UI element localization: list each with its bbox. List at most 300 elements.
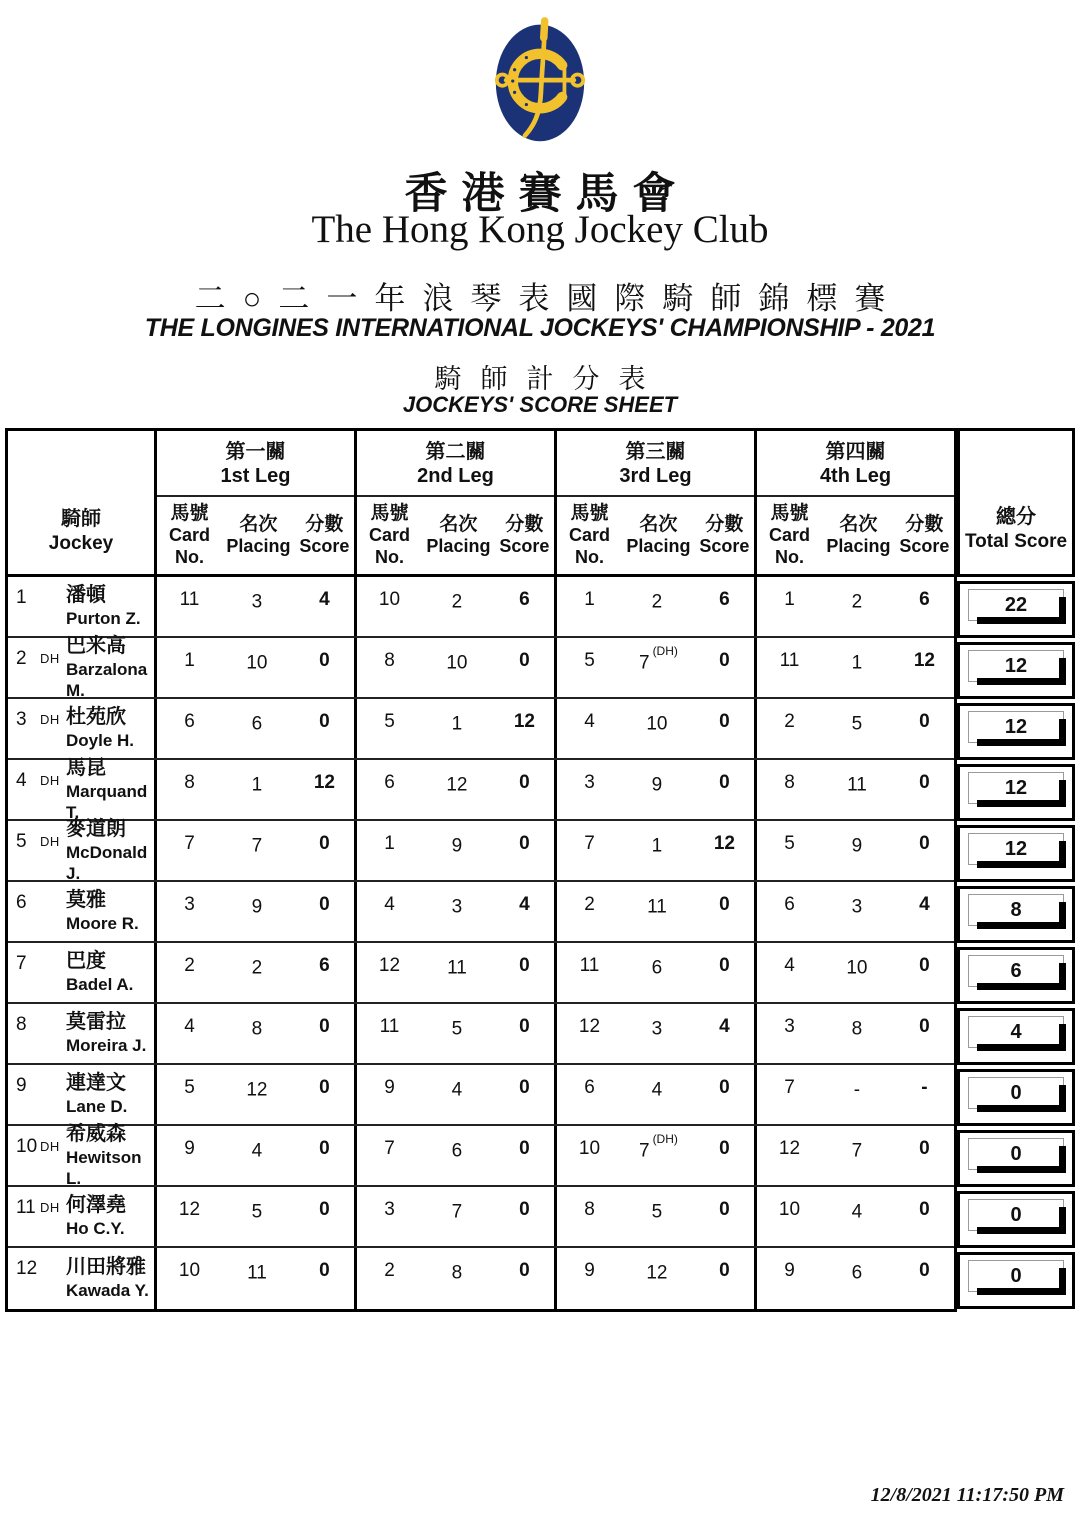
card-no-value: 6 <box>584 1077 595 1098</box>
score-value: 0 <box>519 955 530 976</box>
placing-value: - <box>853 1079 861 1101</box>
leg4-cells <box>757 821 954 880</box>
jockey-cell <box>8 1187 157 1246</box>
card-no-value: 1 <box>784 589 795 610</box>
total-score-cell <box>957 1128 1075 1189</box>
jockey-name-zh: 巴米高 <box>66 634 126 657</box>
placing-value: 10 <box>646 713 668 735</box>
score-value: 0 <box>319 1077 330 1098</box>
placing-value: 4 <box>251 1140 263 1162</box>
event-title-zh: 二○二一年浪琴表國際騎師錦標賽 <box>194 281 903 316</box>
score-value: 0 <box>519 1077 530 1098</box>
total-header-en: Total Score <box>964 531 1068 553</box>
dead-heat-flag <box>40 1004 66 1063</box>
placing-value: 8 <box>451 1262 463 1284</box>
score-value: 4 <box>319 589 330 610</box>
leg-header-group <box>357 431 557 574</box>
placing-value: 1 <box>851 652 863 674</box>
total-score-cell <box>957 1006 1075 1067</box>
leg1-cells <box>157 699 357 758</box>
total-score-box <box>968 894 1064 926</box>
placing-value: 7$^{(DH)}$ <box>638 1132 678 1162</box>
rank-number: 11 <box>16 1197 36 1218</box>
jockey-cell <box>8 756 157 822</box>
total-score-frame <box>957 1008 1075 1065</box>
card-no-value: 12 <box>578 1016 601 1037</box>
jockey-cell <box>8 699 157 758</box>
placing-value: 9 <box>851 835 863 857</box>
jockey-name-zh: 連達文 <box>66 1072 126 1095</box>
placing-value: 5 <box>651 1201 663 1223</box>
score-table-main <box>5 428 957 1312</box>
score-value: 0 <box>319 711 330 732</box>
score-value: 0 <box>519 772 530 793</box>
total-score-value: 8 <box>1010 898 1022 921</box>
placing-value: 6 <box>451 1140 463 1162</box>
jockey-row <box>8 1187 954 1248</box>
card-no-value: 8 <box>184 772 195 793</box>
leg4-cells <box>757 1248 954 1309</box>
total-score-column <box>957 428 1075 1312</box>
score-value: 0 <box>519 833 530 854</box>
jockey-name-zh: 川田將雅 <box>66 1256 146 1279</box>
leg1-cells <box>157 943 357 1002</box>
total-score-frame <box>957 1130 1075 1187</box>
leg3-cells <box>557 821 757 880</box>
card-no-header: 馬號 Card No. <box>768 502 810 568</box>
leg2-cells <box>357 1065 557 1124</box>
leg-subheaders <box>557 497 754 574</box>
leg1-cells <box>157 1187 357 1246</box>
card-no-value: 4 <box>584 711 595 732</box>
score-value: 0 <box>319 650 330 671</box>
total-score-box <box>968 1138 1064 1170</box>
dead-heat-flag <box>40 943 66 1002</box>
score-value: 0 <box>719 1260 730 1281</box>
placing-value: 2 <box>651 591 663 613</box>
rank-number: 6 <box>16 892 27 913</box>
placing-header: 名次 Placing <box>626 513 691 557</box>
leg2-cells <box>357 699 557 758</box>
placing-value: 6 <box>251 713 263 735</box>
score-value: 0 <box>719 894 730 915</box>
card-no-value: 1 <box>584 589 595 610</box>
card-no-header: 馬號 Card No. <box>168 502 210 568</box>
rank-number: 1 <box>16 587 27 608</box>
card-no-header: 馬號 Card No. <box>368 502 410 568</box>
card-no-value: 5 <box>384 711 395 732</box>
leg2-cells <box>357 943 557 1002</box>
score-value: 4 <box>519 894 530 915</box>
card-no-value: 7 <box>384 1138 395 1159</box>
print-timestamp: 12/8/2021 11:17:50 PM <box>870 1484 1064 1506</box>
total-score-value: 6 <box>1010 959 1022 982</box>
placing-value: 3 <box>251 591 263 613</box>
jockey-name-en: Barzalona M. <box>66 659 148 700</box>
card-no-value: 12 <box>778 1138 801 1159</box>
card-no-value: 3 <box>584 772 595 793</box>
placing-value: 5 <box>251 1201 263 1223</box>
jockey-name-zh: 莫雷拉 <box>66 1011 126 1034</box>
leg3-cells <box>557 699 757 758</box>
club-name-en: The Hong Kong Jockey Club <box>311 208 769 251</box>
leg-subheaders <box>157 497 354 574</box>
jockey-row <box>8 1248 954 1309</box>
placing-value: 5 <box>451 1018 463 1040</box>
jockey-row <box>8 1004 954 1065</box>
score-value: 0 <box>319 1016 330 1037</box>
leg1-cells <box>157 760 357 819</box>
dead-heat-flag: DH <box>40 773 60 788</box>
rank-number: 5 <box>16 831 27 852</box>
jockey-name-zh: 莫雅 <box>66 889 106 912</box>
placing-value: 4 <box>451 1079 463 1101</box>
total-score-value: 0 <box>1010 1203 1022 1226</box>
placing-value: 12 <box>646 1262 668 1284</box>
leg3-cells <box>557 1187 757 1246</box>
jockey-cell <box>8 817 157 883</box>
leg-headers <box>157 431 954 574</box>
total-score-cell <box>957 762 1075 823</box>
total-score-frame <box>957 703 1075 760</box>
total-score-frame <box>957 1069 1075 1126</box>
jockey-name-en: Hewitson L. <box>66 1147 142 1188</box>
total-score-box <box>968 1199 1064 1231</box>
leg-title-en: 4th Leg <box>819 465 892 487</box>
card-no-value: 3 <box>384 1199 395 1220</box>
total-score-value: 0 <box>1010 1081 1022 1104</box>
jockey-cell <box>8 882 157 941</box>
jockey-name <box>66 1122 154 1188</box>
jockey-name-zh: 杜苑欣 <box>66 706 126 729</box>
placing-value: 6 <box>851 1262 863 1284</box>
card-no-value: 11 <box>179 589 200 610</box>
total-score-frame <box>957 1252 1075 1309</box>
card-no-value: 7 <box>584 833 595 854</box>
card-no-value: 4 <box>184 1016 195 1037</box>
leg-title-zh: 第三關 <box>625 441 686 464</box>
total-score-value: 22 <box>1004 593 1028 616</box>
placing-value: 9 <box>251 896 263 918</box>
leg-title <box>157 431 354 497</box>
total-score-header <box>957 428 1075 577</box>
score-value: 0 <box>319 1199 330 1220</box>
leg1-cells <box>157 1248 357 1309</box>
table-header <box>8 431 954 577</box>
jockey-header-zh: 騎師 <box>61 508 101 531</box>
score-value: 0 <box>919 1199 930 1220</box>
card-no-value: 9 <box>184 1138 195 1159</box>
placing-value: 3 <box>851 896 863 918</box>
leg-title <box>757 431 954 497</box>
total-score-frame <box>957 947 1075 1004</box>
total-score-box <box>968 589 1064 621</box>
placing-value: 3 <box>451 896 463 918</box>
leg3-cells <box>557 943 757 1002</box>
total-score-cell <box>957 640 1075 701</box>
score-value: 0 <box>719 1199 730 1220</box>
placing-value: 11 <box>847 774 867 796</box>
placing-value: 7$^{(DH)}$ <box>638 644 678 674</box>
score-value: 0 <box>919 955 930 976</box>
leg2-cells <box>357 1187 557 1246</box>
placing-value: 7 <box>851 1140 863 1162</box>
leg2-cells <box>357 638 557 697</box>
card-no-value: 2 <box>384 1260 395 1281</box>
card-no-value: 2 <box>184 955 195 976</box>
card-no-value: 10 <box>578 1138 601 1159</box>
leg2-cells <box>357 1004 557 1063</box>
jockey-column-header <box>8 431 157 574</box>
leg-subheaders <box>757 497 954 574</box>
dead-heat-flag <box>40 1248 66 1309</box>
placing-value: 8 <box>851 1018 863 1040</box>
card-no-header: 馬號 Card No. <box>568 502 610 568</box>
placing-value: 10 <box>446 652 468 674</box>
leg-title-en: 3rd Leg <box>619 465 692 487</box>
jockey-name-en: McDonald J. <box>66 842 148 883</box>
total-score-cell <box>957 1189 1075 1250</box>
leg-title <box>557 431 754 497</box>
jockey-row <box>8 817 954 883</box>
score-value: 12 <box>313 772 335 793</box>
placing-header: 名次 Placing <box>226 513 291 557</box>
leg4-cells <box>757 760 954 819</box>
leg3-cells <box>557 1004 757 1063</box>
score-header: 分數 Score <box>299 513 350 557</box>
dead-heat-flag <box>40 882 66 941</box>
jockey-header-en: Jockey <box>48 533 114 555</box>
card-no-value: 6 <box>784 894 795 915</box>
leg3-cells <box>557 1248 757 1309</box>
card-no-value: 11 <box>579 955 600 976</box>
hkjc-logo-icon <box>493 8 587 156</box>
leg1-cells <box>157 1126 357 1185</box>
score-value: 0 <box>719 1138 730 1159</box>
score-value: 0 <box>319 1138 330 1159</box>
leg3-cells <box>557 638 757 697</box>
placing-header: 名次 Placing <box>826 513 891 557</box>
jockey-name-en: Moreira J. <box>66 1036 147 1056</box>
jockey-row <box>8 634 954 700</box>
club-name-zh: 香港賽馬會 <box>404 171 690 218</box>
leg2-cells <box>357 821 557 880</box>
leg2-cells <box>357 577 557 636</box>
score-value: 0 <box>919 1260 930 1281</box>
jockey-name <box>66 699 154 758</box>
jockey-name <box>66 817 154 883</box>
placing-value: 12 <box>446 774 468 796</box>
leg-title-en: 2nd Leg <box>417 465 494 487</box>
card-no-value: 11 <box>379 1016 400 1037</box>
leg4-cells <box>757 1065 954 1124</box>
placing-value: 3 <box>651 1018 663 1040</box>
total-score-value: 0 <box>1010 1264 1022 1287</box>
score-value: 0 <box>919 1016 930 1037</box>
score-value: 0 <box>719 772 730 793</box>
placing-value: 4 <box>651 1079 663 1101</box>
placing-value: 7 <box>251 835 263 857</box>
leg1-cells <box>157 821 357 880</box>
rank-number: 2 <box>16 648 27 669</box>
leg4-cells <box>757 638 954 697</box>
placing-value: 10 <box>846 957 868 979</box>
jockey-name-en: Kawada Y. <box>66 1281 149 1301</box>
rank-number: 8 <box>16 1014 27 1035</box>
card-no-value: 12 <box>178 1199 201 1220</box>
placing-value: 6 <box>651 957 663 979</box>
leg3-cells <box>557 760 757 819</box>
card-no-value: 2 <box>584 894 595 915</box>
score-value: 0 <box>519 650 530 671</box>
card-no-value: 5 <box>584 650 595 671</box>
card-no-value: 9 <box>584 1260 595 1281</box>
placing-value: 9 <box>651 774 663 796</box>
jockey-name-en: Ho C.Y. <box>66 1219 125 1239</box>
card-no-value: 12 <box>378 955 401 976</box>
rank-number: 9 <box>16 1075 27 1096</box>
card-no-value: 7 <box>184 833 195 854</box>
total-score-box <box>968 1016 1064 1048</box>
total-score-value: 12 <box>1004 715 1028 738</box>
leg1-cells <box>157 638 357 697</box>
total-score-value: 12 <box>1004 776 1028 799</box>
jockey-name-zh: 何澤堯 <box>66 1194 126 1217</box>
total-score-cell <box>957 884 1075 945</box>
total-score-cells <box>957 579 1075 1311</box>
card-no-value: 9 <box>784 1260 795 1281</box>
score-value: 12 <box>913 650 935 671</box>
jockey-name <box>66 1004 154 1063</box>
total-score-frame <box>957 1191 1075 1248</box>
total-score-cell <box>957 701 1075 762</box>
score-table <box>5 428 1075 1312</box>
rank-number: 4 <box>16 770 27 791</box>
score-value: 12 <box>513 711 535 732</box>
dead-heat-flag: DH <box>40 712 60 727</box>
placing-value: 5 <box>851 713 863 735</box>
score-value: 0 <box>519 1138 530 1159</box>
leg2-cells <box>357 760 557 819</box>
placing-value: 10 <box>246 652 268 674</box>
card-no-value: 6 <box>384 772 395 793</box>
jockey-cell <box>8 1122 157 1188</box>
placing-value: 2 <box>451 591 463 613</box>
jockey-name-zh: 潘頓 <box>66 584 106 607</box>
card-no-value: 8 <box>384 650 395 671</box>
jockey-cell <box>8 943 157 1002</box>
total-score-box <box>968 955 1064 987</box>
jockey-name-en: Doyle H. <box>66 731 135 751</box>
card-no-value: 10 <box>178 1260 201 1281</box>
total-header-zh: 總分 <box>996 506 1036 529</box>
jockey-name-zh: 麥道朗 <box>66 817 126 840</box>
jockey-cell <box>8 1248 157 1309</box>
score-value: 6 <box>519 589 530 610</box>
jockey-name-zh: 馬昆 <box>66 756 106 779</box>
total-score-frame <box>957 764 1075 821</box>
placing-value: 2 <box>251 957 263 979</box>
card-no-value: 1 <box>184 650 195 671</box>
card-no-value: 11 <box>779 650 800 671</box>
total-score-cell <box>957 945 1075 1006</box>
leg-header-group <box>557 431 757 574</box>
total-score-frame <box>957 642 1075 699</box>
card-no-value: 2 <box>784 711 795 732</box>
rank-number: 12 <box>16 1258 38 1279</box>
leg4-cells <box>757 1187 954 1246</box>
card-no-value: 6 <box>184 711 195 732</box>
card-no-value: 10 <box>778 1199 801 1220</box>
sheet-title-en: JOCKEYS' SCORE SHEET <box>402 392 678 417</box>
leg4-cells <box>757 699 954 758</box>
total-score-frame <box>957 825 1075 882</box>
card-no-value: 4 <box>784 955 795 976</box>
leg-title-en: 1st Leg <box>220 465 291 487</box>
score-value: 6 <box>919 589 930 610</box>
card-no-value: 4 <box>384 894 395 915</box>
score-value: 0 <box>719 650 730 671</box>
card-no-value: 5 <box>184 1077 195 1098</box>
table-body <box>8 577 954 1309</box>
rank-number: 3 <box>16 709 27 730</box>
jockey-row <box>8 1065 954 1126</box>
total-score-box <box>968 711 1064 743</box>
total-score-box <box>968 1077 1064 1109</box>
rank-number: 7 <box>16 953 27 974</box>
jockey-name-zh: 巴度 <box>66 950 106 973</box>
leg-title-zh: 第二關 <box>425 441 486 464</box>
jockey-cell <box>8 1065 157 1124</box>
score-value: 0 <box>919 1138 930 1159</box>
jockey-name <box>66 1065 154 1124</box>
total-score-box <box>968 833 1064 865</box>
placing-value: 8 <box>251 1018 263 1040</box>
jockey-name <box>66 1248 154 1309</box>
leg3-cells <box>557 882 757 941</box>
score-value: 0 <box>919 833 930 854</box>
jockey-name-en: Badel A. <box>66 975 134 995</box>
jockey-name-en: Purton Z. <box>66 609 141 629</box>
score-value: 0 <box>519 1016 530 1037</box>
total-score-box <box>968 650 1064 682</box>
jockey-name <box>66 634 154 700</box>
leg1-cells <box>157 1004 357 1063</box>
total-score-value: 4 <box>1010 1020 1022 1043</box>
placing-value: 7 <box>451 1201 463 1223</box>
leg-title <box>357 431 554 497</box>
dead-heat-flag <box>40 577 66 636</box>
score-value: 0 <box>519 1260 530 1281</box>
total-score-box <box>968 772 1064 804</box>
card-no-value: 7 <box>784 1077 795 1098</box>
leg3-cells <box>557 1126 757 1185</box>
rank-number: 10 <box>16 1136 38 1157</box>
jockey-name <box>66 1187 154 1246</box>
dead-heat-flag: DH <box>40 1139 60 1154</box>
leg-title-zh: 第一關 <box>225 441 286 464</box>
placing-header: 名次 Placing <box>426 513 491 557</box>
total-score-value: 12 <box>1004 837 1028 860</box>
jockey-row <box>8 577 954 638</box>
total-score-box <box>968 1260 1064 1292</box>
leg-header-group <box>757 431 954 574</box>
jockey-name <box>66 577 154 636</box>
hkjc-logo <box>493 8 587 161</box>
dead-heat-flag: DH <box>40 1200 60 1215</box>
jockey-name-en: Moore R. <box>66 914 139 934</box>
event-title-en: THE LONGINES INTERNATIONAL JOCKEYS' CHAMPIONSHIP - 2021 <box>144 314 936 342</box>
